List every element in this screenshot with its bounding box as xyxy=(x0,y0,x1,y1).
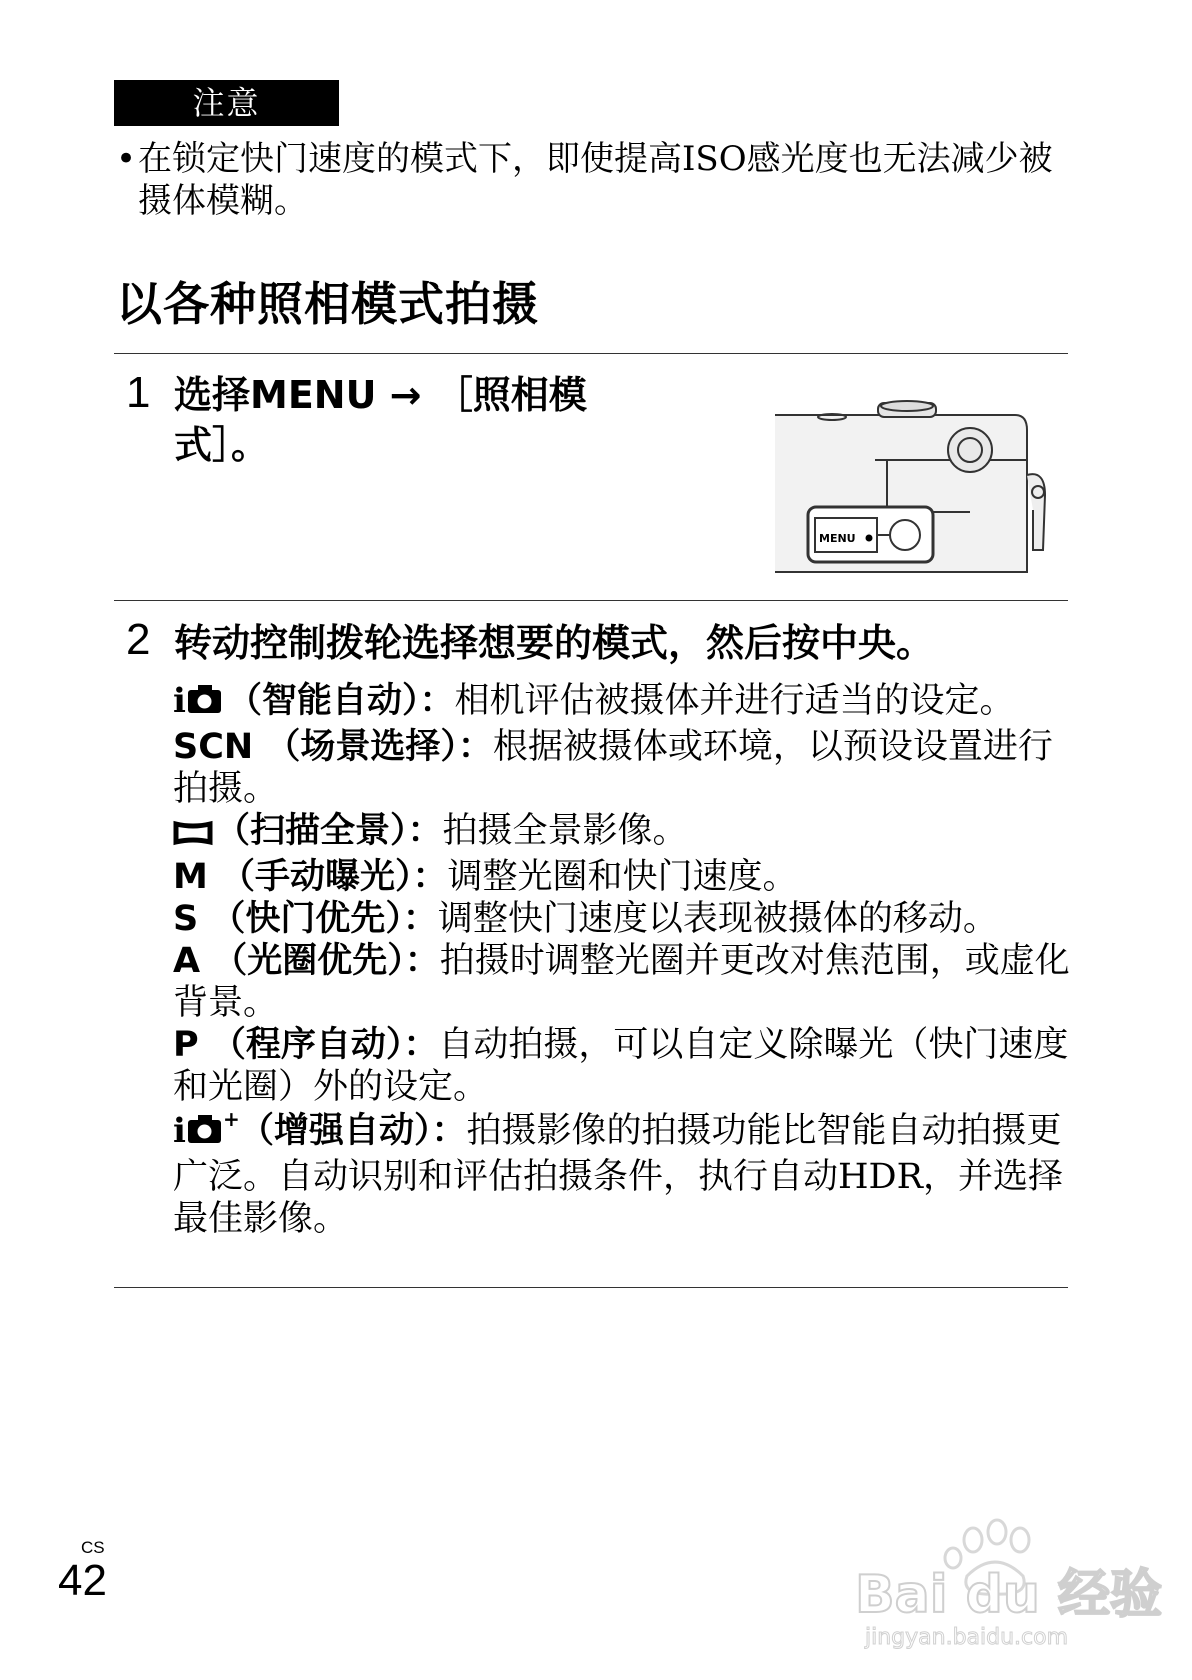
mode-desc: 调整快门速度以表现被摄体的移动。 xyxy=(437,899,998,939)
language-code: CS xyxy=(81,1538,105,1557)
watermark-brand: Bai du 经验 xyxy=(855,1565,1162,1625)
mode-desc: 拍摄全景影像。 xyxy=(442,811,688,851)
step1-number: 1 xyxy=(126,368,151,417)
mode-desc: 调整光圈和快门速度。 xyxy=(447,857,798,897)
divider-bottom xyxy=(114,1287,1068,1288)
mode-shutter-priority xyxy=(173,898,1073,940)
intelligent-auto-icon xyxy=(173,680,225,726)
mode-program-auto xyxy=(173,1024,1073,1108)
step2-number: 2 xyxy=(126,615,151,664)
mode-label: S （快门优先）： xyxy=(173,899,438,939)
svg-text:i: i xyxy=(173,1111,186,1151)
mode-intelligent-auto xyxy=(173,680,1073,726)
mode-label: （智能自动）： xyxy=(227,681,455,721)
baidu-watermark-logo xyxy=(855,1510,1162,1650)
step1-line1: 选择MENU → ［照相模 xyxy=(174,373,587,417)
step1-text xyxy=(174,370,587,470)
bullet: • xyxy=(116,139,137,179)
mode-aperture-priority xyxy=(173,940,1073,1024)
mode-scene xyxy=(173,726,1073,810)
page-number: 42 xyxy=(58,1556,107,1605)
menu-button-label: MENU xyxy=(819,532,856,545)
step1-line2: 式］。 xyxy=(174,423,270,467)
mode-label: M （手动曝光）： xyxy=(173,857,448,897)
divider-mid xyxy=(114,600,1068,601)
step2-text: 转动控制拨轮选择想要的模式，然后按中央。 xyxy=(174,621,935,665)
superior-auto-icon xyxy=(173,1107,240,1156)
mode-label: SCN （场景选择）： xyxy=(173,727,493,767)
notice-text xyxy=(116,138,1076,222)
svg-text:+: + xyxy=(223,1107,240,1131)
mode-desc: 拍摄时调整光圈并更改对焦范围，或虚化背景。 xyxy=(173,941,1070,1023)
mode-desc: 相机评估被摄体并进行适当的设定。 xyxy=(454,681,1015,721)
mode-desc: 拍摄影像的拍摄功能比智能自动拍摄更广泛。自动识别和评估拍摄条件，执行自动HDR，并选择最佳影像。 xyxy=(173,1111,1063,1239)
mode-list xyxy=(173,680,1073,1240)
mode-sweep-panorama xyxy=(173,810,1073,856)
section-title: 以各种照相模式拍摄 xyxy=(116,277,539,331)
notice-body: 在锁定快门速度的模式下，即使提高ISO感光度也无法减少被摄体模糊。 xyxy=(138,139,1053,221)
mode-manual xyxy=(173,856,1073,898)
mode-superior-auto xyxy=(173,1108,1073,1240)
mode-desc: 根据被摄体或环境，以预设设置进行拍摄。 xyxy=(173,727,1053,809)
divider-top xyxy=(114,353,1068,354)
sweep-panorama-icon xyxy=(173,814,213,856)
watermark-url: jingyan.baidu.com xyxy=(865,1625,1069,1650)
mode-label: （扫描全景）： xyxy=(215,811,443,851)
mode-label: （增强自动）： xyxy=(239,1111,467,1151)
mode-label: P （程序自动）： xyxy=(173,1025,439,1065)
mode-desc: 自动拍摄，可以自定义除曝光（快门速度和光圈）外的设定。 xyxy=(173,1025,1069,1107)
notice-label: 注意 xyxy=(114,80,339,126)
camera-back-illustration xyxy=(775,400,1050,575)
svg-text:i: i xyxy=(173,681,186,721)
mode-label: A （光圈优先）： xyxy=(173,941,440,981)
